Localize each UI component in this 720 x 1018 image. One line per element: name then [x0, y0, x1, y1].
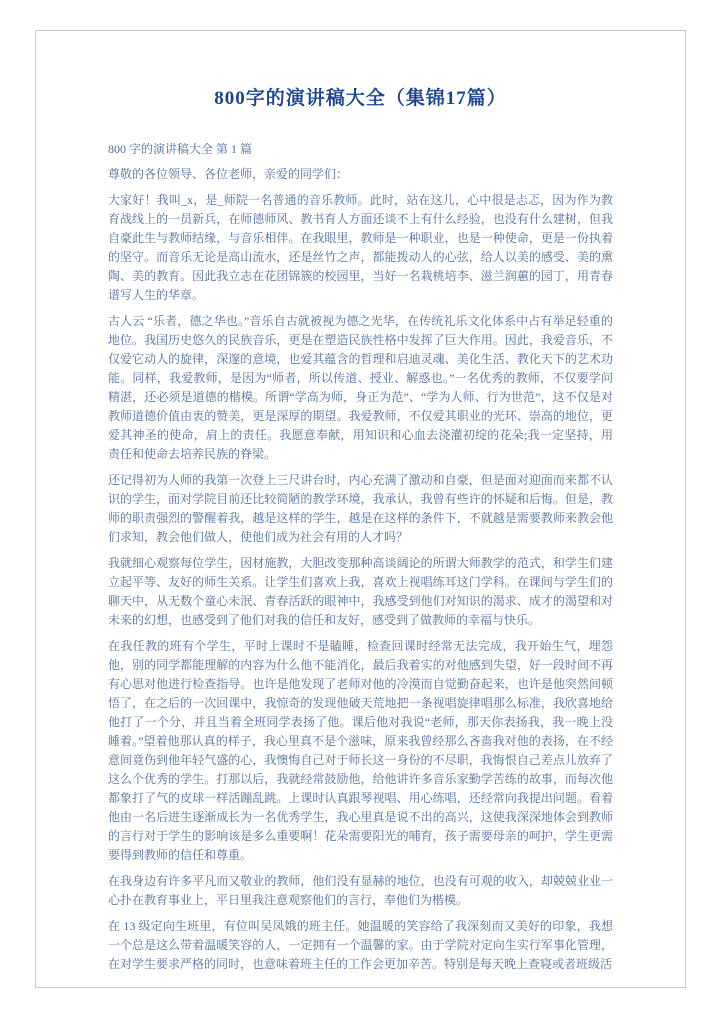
document-content	[36, 31, 685, 974]
section-heading: 800 字的演讲稿大全 第 1 篇	[108, 142, 253, 156]
paragraph: 在 13 级定向生班里，有位叫吴凤娥的班主任。她温暖的笑容给了我深刻而又美好的印象，我想一个总是这么带着温暖笑容的人，一定拥有一个温馨的家。由于学院对定向生实行军事化管理，在对学生要求严格的同时，也意味着班主任的工作会更加辛苦。特别是每天晚上查寝或者班级活	[108, 919, 613, 971]
paragraph: 在我任教的班有个学生，平时上课时不是瞌睡，检查回课时经常无法完成，我开始生气，埋怨他，别的同学都能理解的内容为什么他不能消化，最后我着实的对他感到失望，好一段时间不再有心思对他进行检查指导。也许是他发现了老师对他的冷漠而自觉勤奋起来，也许是他突然间顿悟了，在之后的一次回课中，我惊奇的发现他破天荒地把一条视唱旋律唱那么标准，我欣喜地给他打了一个分，并且当着全班同学表扬了他。课后他对我说“老师，那天你表扬我，我一晚上没睡着。”望着他那认真的样子，我心里真不是个滋味，原来我曾经那么吝啬我对他的表扬，在不经意间竟伤到他年轻气盛的心，我懊悔自己对于师长这一身份的不尽职，我悔恨自己差点儿放弃了这么个优秀的学生。打那以后，我就经常鼓励他，给他讲许多音乐家勤学苦练的故事，而每次他都象打了气的皮球一样活蹦乱跳。上课时认真跟琴视唱、用心练唱，还经常向我提出问题。看着他由一名后进生逐渐成长为一名优秀学生，我心里真是说不出的高兴，这使我深深地体会到教师的言行对于学生的影响该是多么重要啊！花朵需要阳光的哺育，孩子需要母亲的呵护，学生更需要得到教师的信任和尊重。	[108, 639, 613, 862]
paragraph: 在我身边有许多平凡而又敬业的教师，他们没有显赫的地位，也没有可观的收入，却兢兢业业一心扑在教育事业上，平日里我注意观察他们的言行，奉他们为楷模。	[108, 874, 613, 907]
paragraph: 我就细心观察每位学生，因材施教，大胆改变那种高谈阔论的所谓大师教学的范式，和学生们建立起平等、友好的师生关系。让学生们喜欢上我，喜欢上视唱练耳这门学科。在课间与学生们的聊天中，从无数个童心未泯、青春活跃的眼神中，我感受到他们对知识的渴求、成才的渴望和对未来的幻想，也感受到了他们对我的信任和友好，感受到了做教师的幸福与快乐。	[108, 556, 613, 627]
paragraph: 古人云 “乐者，德之华也。”音乐自古就被视为德之光华，在传统礼乐文化体系中占有举足轻重的地位。我国历史悠久的民族音乐，更是在塑造民族性格中发挥了巨大作用。因此，我爱音乐，不仅爱它动人的旋律，深邃的意境，也爱其蕴含的哲理和启迪灵魂、美化生活、教化天下的艺术功能。同样，我爱教师，是因为“师者，所以传道、授业、解惑也。”一名优秀的教师，不仅要学问精湛，还必须是道德的楷模。所谓“学高为师，身正为范”、“学为人师、行为世范”，这不仅是对教师道德价值由衷的赞美，更是深厚的期望。我爱教师，不仅爱其职业的光环、崇高的地位，更爱其神圣的使命，肩上的责任。我愿意奉献，用知识和心血去浇灌初绽的花朵;我一定坚持，用责任和使命去培养民族的脊梁。	[108, 314, 613, 461]
paragraph: 大家好！我叫_x，是_师院一名普通的音乐教师。此时，站在这儿，心中很是忐忑，因为作为教育战线上的一员新兵，在师德师风、教书育人方面还谈不上有什么经验，也没有什么建树，但我自豪此生与教师结缘，与音乐相伴。在我眼里，教师是一种职业，也是一种使命，更是一份执着的坚守。而音乐无论是高山流水，还是丝竹之声，都能拨动人的心弦，给人以美的感受、美的熏陶、美的教育。因此我立志在花团锦簇的校园里，当好一名栽桃培李、滋兰润蕙的园丁，用青春谱写人生的华章。	[108, 193, 613, 302]
document-page	[35, 30, 686, 988]
document-title: 800字的演讲稿大全（集锦17篇）	[214, 88, 507, 109]
paragraph: 还记得初为人师的我第一次登上三尺讲台时，内心充满了激动和自豪，但是面对迎面而来都不认识的学生，面对学院目前还比较简陋的教学环境，我承认，我曾有些许的怀疑和后悔。但是，教师的职责强烈的警醒着我，越是这样的学生，越是在这样的条件下，不就越是需要教师来教会他们求知，教会他们做人，使他们成为社会有用的人才吗？	[108, 473, 613, 544]
paragraph: 尊敬的各位领导、各位老师，亲爱的同学们：	[108, 167, 349, 181]
